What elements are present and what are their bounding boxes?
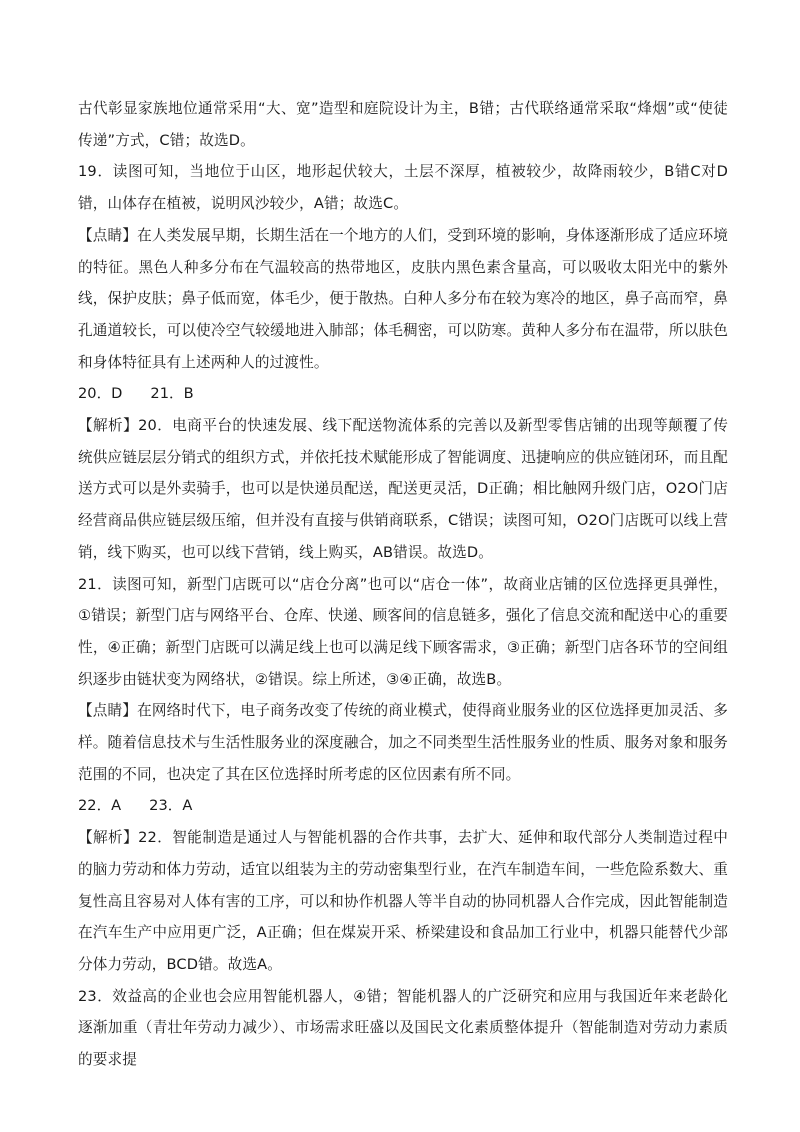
paragraph-analysis-20: 【解析】20．电商平台的快速发展、线下配送物流体系的完善以及新型零售店铺的出现等颠覆了传统供应链层层分销式的组织方式，并依托技术赋能形成了智能调度、迅捷响应的供应链闭环，而且配送方式可以是外卖骑手，也可以是快递员配送，配送更灵活，D正确；相比触网升级门店，O2O门店经营商品供应链层级压缩，但并没有直接与供销商联系，C错误；读图可知，O2O门店既可以线上营销，线下购买，也可以线下营销，线上购买，AB错误。故选D。 xyxy=(78,417,728,561)
paragraph-note-human-races: 【点睛】在人类发展早期，长期生活在一个地方的人们，受到环境的影响，身体逐渐形成了适应环境的特征。黑色人种多分布在气温较高的热带地区，皮肤内黑色素含量高，可以吸收太阳光中的紫外线，保护皮肤；鼻子低而宽，体毛少，便于散热。白种人多分布在较为寒冷的地区，鼻子高而窄，鼻孔通道较长，可以使冷空气较缓地进入肺部；体毛稠密，可以防寒。黄种人多分布在温带，所以肤色和身体特征具有上述两种人的过渡性。 xyxy=(78,226,728,371)
answer-21: 21．B xyxy=(150,385,194,403)
paragraph-explanation-23: 23．效益高的企业也会应用智能机器人，④错；智能机器人的广泛研究和应用与我国近年来老龄化逐渐加重（青壮年劳动力减少）、市场需求旺盛以及国民文化素质整体提升（智能制造对劳动力素质的要求提 xyxy=(78,987,728,1069)
paragraph-explanation-18: 古代彰显家族地位通常采用“大、宽”造型和庭院设计为主，B错；古代联络通常采取“烽烟”或“使徒传递”方式，C错；故选D。 xyxy=(78,100,728,149)
answer-line-22-23 xyxy=(78,790,728,822)
paragraph-explanation-19: 19．读图可知，当地位于山区，地形起伏较大，土层不深厚，植被较少，故降雨较少，B错C对D错，山体存在植被，说明风沙较少，A错；故选C。 xyxy=(78,163,728,213)
document-page xyxy=(78,93,728,1076)
answer-23: 23．A xyxy=(149,797,193,815)
answer-20: 20．D xyxy=(78,385,123,403)
answer-22: 22．A xyxy=(78,797,122,815)
paragraph-explanation-21: 21．读图可知，新型门店既可以“店仓分离”也可以“店仓一体”，故商业店铺的区位选择更具弹性，①错误；新型门店与网络平台、仓库、快递、顾客间的信息链多，强化了信息交流和配送中心的重要性，④正确；新型门店既可以满足线上也可以满足线下顾客需求，③正确；新型门店各环节的空间组织逐步由链状变为网络状，②错误。综上所述，③④正确，故选B。 xyxy=(78,575,728,688)
paragraph-note-ecommerce: 【点睛】在网络时代下，电子商务改变了传统的商业模式，使得商业服务业的区位选择更加灵活、多样。随着信息技术与生活性服务业的深度融合，加之不同类型生活性服务业的性质、服务对象和服务范围的不同，也决定了其在区位选择时所考虑的区位因素有所不同。 xyxy=(78,702,728,783)
answer-line-20-21 xyxy=(78,378,728,410)
paragraph-analysis-22: 【解析】22．智能制造是通过人与智能机器的合作共事，去扩大、延伸和取代部分人类制造过程中的脑力劳动和体力劳动，适宜以组装为主的劳动密集型行业，在汽车制造车间，一些危险系数大、重复性高且容易对人体有害的工序，可以和协作机器人等半自动的协同机器人合作完成，因此智能制造在汽车生产中应用更广泛，A正确；但在煤炭开采、桥梁建设和食品加工行业中，机器只能替代少部分体力劳动，BCD错。故选A。 xyxy=(78,829,728,973)
